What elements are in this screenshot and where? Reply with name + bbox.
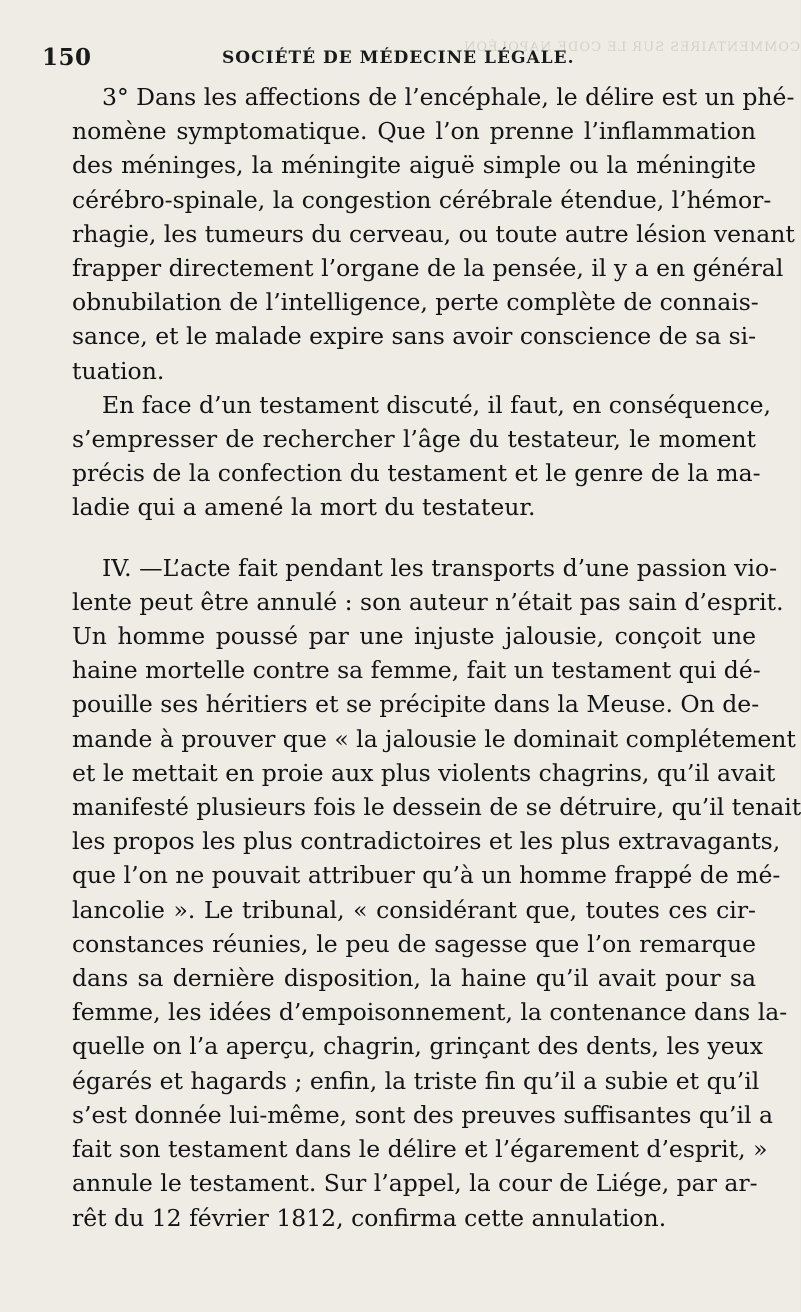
text-line: pouille ses héritiers et se précipite dans la Meuse. On de- <box>72 690 760 719</box>
text-line: Un homme poussé par une injuste jalousie, conçoit une <box>72 622 756 651</box>
body-text <box>44 80 801 1235</box>
text-line: s’empresser de rechercher l’âge du testateur, le moment <box>72 425 756 454</box>
page-header <box>42 44 752 74</box>
text-line: En face d’un testament discuté, il faut, en conséquence, <box>102 390 771 419</box>
text-line: quelle on l’a aperçu, chagrin, grinçant des dents, les yeux <box>72 1032 764 1061</box>
text-line: femme, les idées d’empoisonnement, la contenance dans la- <box>72 998 788 1027</box>
text-line: frapper directement l’organe de la pensée, il y a en général <box>72 254 784 283</box>
text-line: précis de la confection du testament et le genre de la ma- <box>72 459 761 488</box>
text-line: rhagie, les tumeurs du cerveau, ou toute autre lésion venant <box>72 219 795 248</box>
text-line: mande à prouver que « la jalousie le dominait complétement <box>72 724 796 753</box>
text-line: constances réunies, le peu de sagesse que l’on remarque <box>72 929 756 958</box>
text-line: s’est donnée lui-même, sont des preuves suffisantes qu’il a <box>72 1100 774 1129</box>
text-line: haine mortelle contre sa femme, fait un testament qui dé- <box>72 656 761 685</box>
text-line: les propos les plus contradictoires et les plus extravagants, <box>72 827 781 856</box>
text-line: nomène symptomatique. Que l’on prenne l’inflammation <box>72 117 756 146</box>
text-line: ladie qui a amené la mort du testateur. <box>72 493 536 522</box>
text-line: lente peut être annulé : son auteur n’était pas sain d’esprit. <box>72 587 784 616</box>
text-line: et le mettait en proie aux plus violents chagrins, qu’il avait <box>72 758 776 787</box>
text-line: fait son testament dans le délire et l’égarement d’esprit, » <box>72 1135 768 1164</box>
paragraph-testament-discute <box>44 388 771 525</box>
text-line: tuation. <box>72 356 165 385</box>
text-line: lancolie ». Le tribunal, « considérant que, toutes ces cir- <box>72 895 756 924</box>
paragraph-section-iv <box>44 551 801 1235</box>
text-line: sance, et le malade expire sans avoir conscience de sa si- <box>72 322 757 351</box>
bleed-through-text: COMMENTAIRES SUR LE CODE NAPOLÉON. <box>458 40 800 55</box>
text-line: cérébro-spinale, la congestion cérébrale étendue, l’hémor- <box>72 185 772 214</box>
text-line: égarés et hagards ; enfin, la triste fin qu’il a subie et qu’il <box>72 1066 760 1095</box>
text-line: annule le testament. Sur l’appel, la cour de Liége, par ar- <box>72 1169 758 1198</box>
text-line: IV. —L’acte fait pendant les transports d’une passion vio- <box>102 553 778 582</box>
text-line: obnubilation de l’intelligence, perte complète de connais- <box>72 288 759 317</box>
text-line: manifesté plusieurs fois le dessein de se détruire, qu’il tenait <box>72 793 801 822</box>
paragraph-encephale <box>44 80 795 388</box>
running-head: SOCIÉTÉ DE MÉDECINE LÉGALE. <box>222 48 575 68</box>
text-line: 3° Dans les affections de l’encéphale, le délire est un phé- <box>102 83 795 111</box>
text-line: rêt du 12 février 1812, confirma cette annulation. <box>72 1203 667 1232</box>
text-line: que l’on ne pouvait attribuer qu’à un homme frappé de mé- <box>72 861 781 890</box>
page-number: 150 <box>42 44 92 71</box>
text-line: des méninges, la méningite aiguë simple ou la méningite <box>72 151 756 180</box>
text-line: dans sa dernière disposition, la haine qu’il avait pour sa <box>72 964 756 993</box>
